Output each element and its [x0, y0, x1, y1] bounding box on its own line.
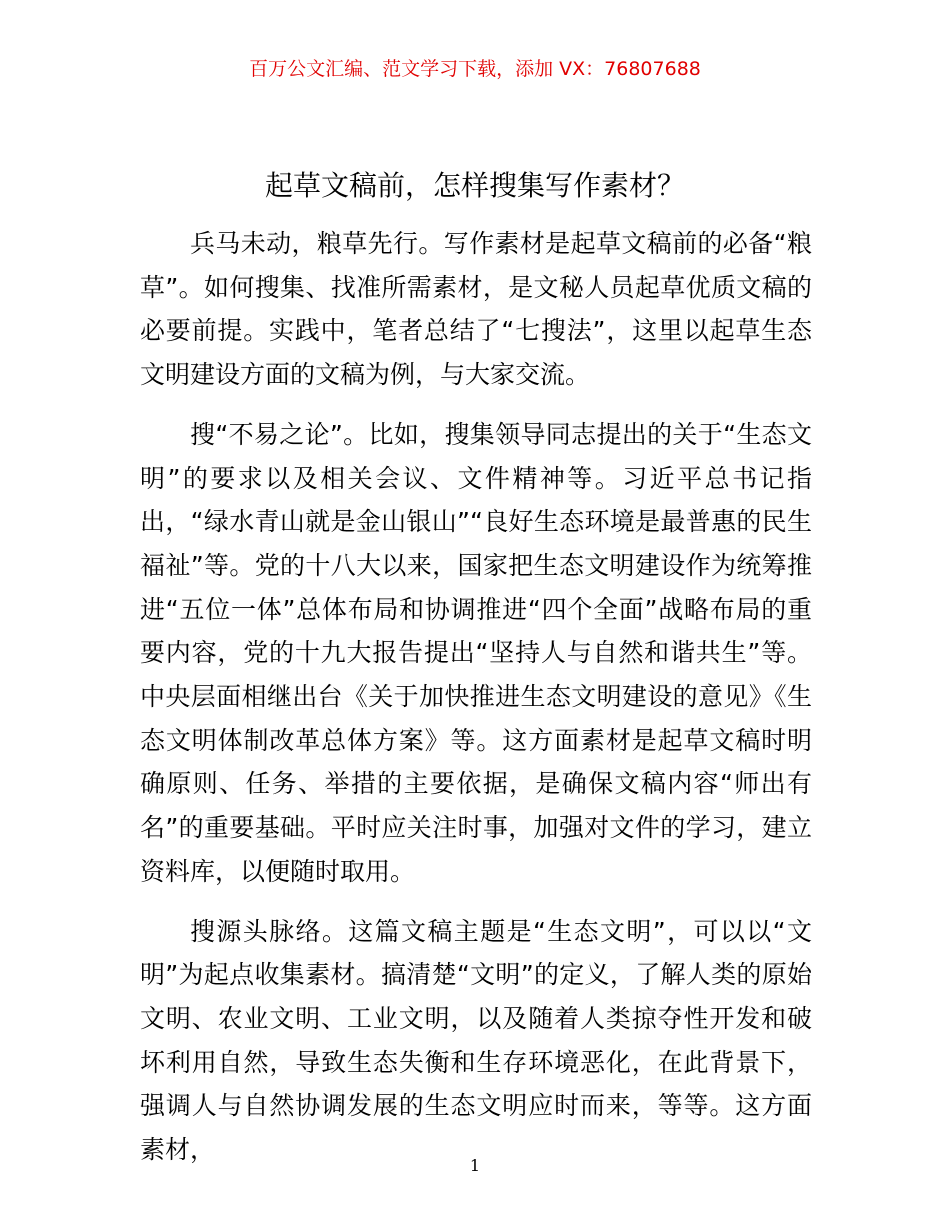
download-banner: 百万公文汇编、范文学习下载，添加 VX：76807688 [249, 58, 701, 80]
paragraph-origin-context: 搜源头脉络。这篇文稿主题是“生态文明”，可以以“文明”为起点收集素材。搞清楚“文明”的定义，了解人类的原始文明、农业文明、工业文明，以及随着人类掠夺性开发和破坏利用自然，导致生态失衡和生存环境恶化，在此背景下，强调人与自然协调发展的生态文明应时而来，等等。这方面素材， [140, 916, 812, 1165]
page-number: 1 [469, 1156, 481, 1175]
document-title: 起草文稿前，怎样搜集写作素材？ [264, 169, 685, 202]
document-body [140, 222, 812, 1172]
paragraph-intro: 兵马未动，粮草先行。写作素材是起草文稿前的必备“粮草”。如何搜集、找准所需素材，是文秘人员起草优质文稿的必要前提。实践中，笔者总结了“七搜法”，这里以起草生态文明建设方面的文稿为例，与大家交流。 [140, 229, 812, 390]
paragraph-authoritative-sources: 搜“不易之论”。比如，搜集领导同志提出的关于“生态文明”的要求以及相关会议、文件精神等。习近平总书记指出，“绿水青山就是金山银山”“良好生态环境是最普惠的民生福祉”等。党的十八大以来，国家把生态文明建设作为统筹推进“五位一体”总体布局和协调推进“四个全面”战略布局的重要内容，党的十九大报告提出“坚持人与自然和谐共生”等。中央层面相继出台《关于加快推进生态文明建设的意见》《生态文明体制改革总体方案》等。这方面素材是起草文稿时明确原则、任务、举措的主要依据，是确保文稿内容“师出有名”的重要基础。平时应关注时事，加强对文件的学习，建立资料库，以便随时取用。 [140, 419, 812, 886]
